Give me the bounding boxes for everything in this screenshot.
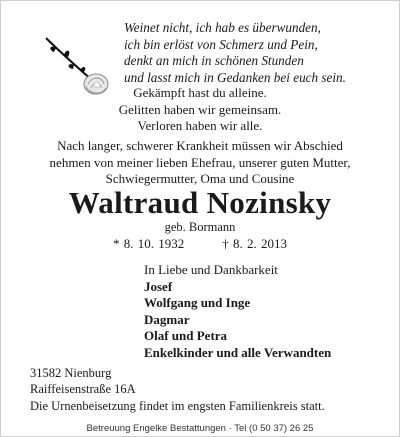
poem-line: ich bin erlöst von Schmerz und Pein, [124, 36, 318, 52]
mourners [144, 262, 394, 361]
announcement-line: Schwiegermutter, Oma und Cousine [105, 171, 295, 186]
verse [0, 85, 400, 135]
verse-line: Gelitten haben wir gemeinsam. [118, 101, 282, 117]
funeral-home-footer: Betreuung Engelke Bestattungen · Tel (0 50 37) 26 25 [86, 423, 314, 434]
announcement-line: Nach langer, schwerer Krankheit müssen wir Abschied [57, 138, 343, 153]
poem [124, 20, 394, 86]
poem-line: und lasst mich in Gedanken bei euch sein. [124, 69, 346, 85]
birth-name: geb. Bormann [164, 220, 236, 234]
mourners-lead: In Liebe und Dankbarkeit [144, 262, 278, 277]
mourner-name: Josef [144, 278, 173, 294]
address-city: 31582 Nienburg [30, 366, 112, 380]
poem-line: denkt an mich in schönen Stunden [124, 53, 304, 68]
verse-line: Gekämpft hast du alleine. [133, 85, 267, 100]
verse-line: Verloren haben wir alle. [137, 118, 263, 133]
deceased-name: Waltraud Nozinsky [68, 185, 332, 220]
announcement-line: nehmen von meiner lieben Ehefrau, unserer guten Mutter, [49, 154, 351, 170]
mourner-name: Olaf und Petra [144, 328, 228, 343]
address [30, 366, 330, 397]
mourner-name: Dagmar [144, 311, 190, 327]
poem-line: Weinet nicht, ich hab es überwunden, [124, 20, 321, 35]
life-dates [0, 236, 400, 252]
address-street: Raiffeisenstraße 16A [30, 381, 136, 396]
death-date: † 8. 2. 2013 [222, 236, 287, 251]
mourner-name: Wolfgang und Inge [144, 295, 251, 310]
announcement-text [15, 138, 385, 188]
birth-date: * 8. 10. 1932 [113, 236, 185, 251]
burial-notice: Die Urnenbeisetzung findet im engsten Familienkreis statt. [30, 399, 325, 413]
mourner-name: Enkelkinder und alle Verwandten [144, 344, 332, 360]
